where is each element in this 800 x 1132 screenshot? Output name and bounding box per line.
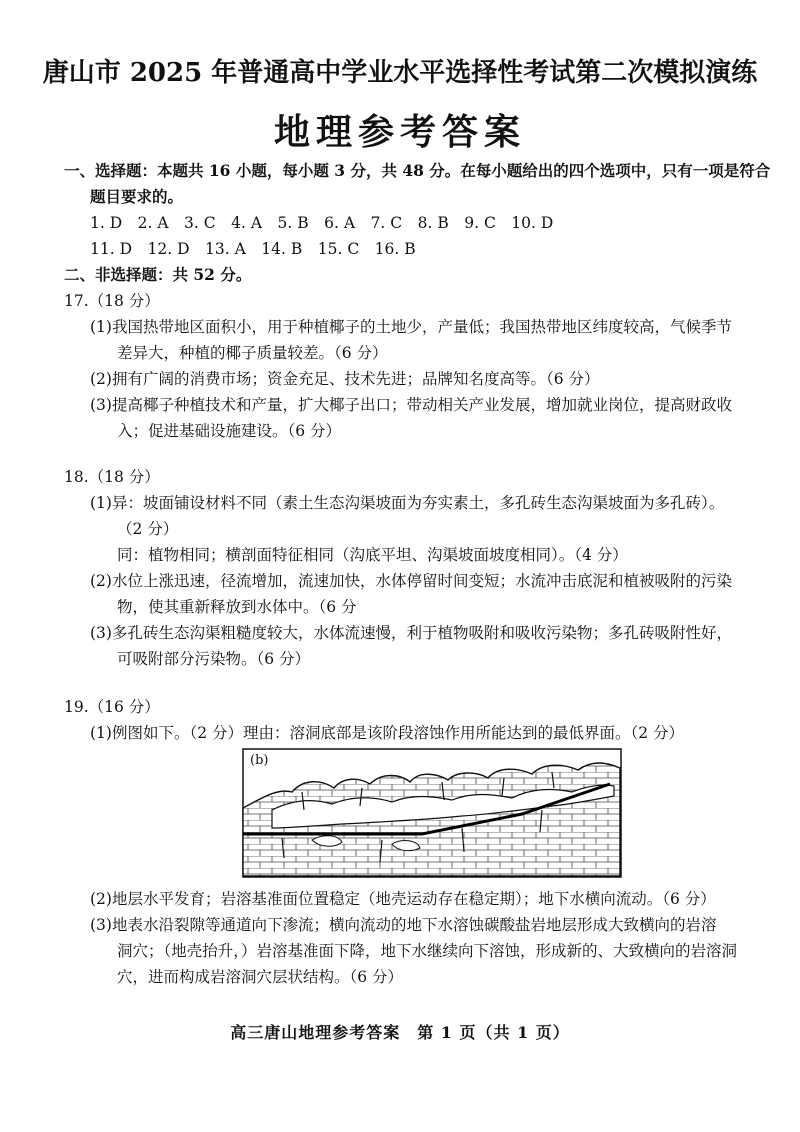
q19-answer1-line1: (1)例图如下。（2 分）理由：溶洞底部是该阶段溶蚀作用所能达到的最低界面。（2 分） [90, 724, 685, 742]
document-title: 唐山市 2025 年普通高中学业水平选择性考试第二次模拟演练 [42, 58, 758, 88]
karst-cave-diagram-svg [242, 748, 622, 878]
choice-answers-row1: 1. D 2. A 3. C 4. A 5. B 6. A 7. C 8. B 9. C 10. D [90, 214, 554, 232]
page-footer: 高三唐山地理参考答案 第 1 页（共 1 页） [230, 1023, 570, 1042]
karst-cave-diagram [242, 748, 622, 878]
q18-answer1-line2: （2 分） [117, 520, 179, 538]
q18-answer1-line3: 同：植物相同；横剖面特征相同（沟底平坦、沟渠坡面坡度相同）。（4 分） [117, 546, 628, 564]
q17-answer3-line2: 入；促进基础设施建设。（6 分） [117, 422, 342, 440]
q19-answer2-line1: (2)地层水平发育；岩溶基准面位置稳定（地壳运动存在稳定期）；地下水横向流动。（6 分） [90, 890, 716, 908]
q17-answer1-line1: (1)我国热带地区面积小，用于种植椰子的土地少，产量低；我国热带地区纬度较高，气候季节 [90, 318, 732, 336]
section1-heading-line2: 题目要求的。 [90, 187, 184, 206]
section1-heading-line1: 一、选择题：本题共 16 小题，每小题 3 分，共 48 分。在每小题给出的四个选项中，只有一项是符合 [64, 161, 771, 180]
q18-label: 18.（18 分） [64, 468, 160, 486]
q19-answer3-line3: 穴，进而构成岩溶洞穴层状结构。（6 分） [117, 968, 404, 986]
q18-answer2-line2: 物，使其重新释放到水体中。（6 分 [117, 598, 357, 616]
q18-answer3-line2: 可吸附部分污染物。（6 分） [117, 650, 311, 668]
section2-heading: 二、非选择题：共 52 分。 [64, 265, 252, 284]
q18-answer1-line1: (1)异：坡面铺设材料不同（素土生态沟渠坡面为夯实素土，多孔砖生态沟渠坡面为多孔砖）。 [90, 494, 725, 512]
figure-label: (b) [250, 753, 269, 768]
q18-answer2-line1: (2)水位上涨迅速，径流增加，流速加快，水体停留时间变短；水流冲击底泥和植被吸附的污染 [90, 572, 732, 590]
document-subtitle: 地理参考答案 [273, 111, 526, 153]
q18-answer3-line1: (3)多孔砖生态沟渠粗糙度较大，水体流速慢，利于植物吸附和吸收污染物；多孔砖吸附性好， [90, 624, 732, 642]
q17-answer3-line1: (3)提高椰子种植技术和产量，扩大椰子出口；带动相关产业发展，增加就业岗位，提高财政收 [90, 396, 732, 414]
q19-label: 19.（16 分） [64, 698, 160, 716]
q17-answer2-line1: (2)拥有广阔的消费市场；资金充足、技术先进；品牌知名度高等。（6 分） [90, 370, 600, 388]
q17-label: 17.（18 分） [64, 292, 160, 310]
q19-answer3-line1: (3)地表水沿裂隙等通道向下渗流；横向流动的地下水溶蚀碳酸盐岩地层形成大致横向的岩溶 [90, 916, 717, 934]
q17-answer1-line2: 差异大，种植的椰子质量较差。（6 分） [117, 344, 388, 362]
q19-answer3-line2: 洞穴；（地壳抬升，）岩溶基准面下降，地下水继续向下溶蚀，形成新的、大致横向的岩溶洞 [117, 942, 738, 960]
choice-answers-row2: 11. D 12. D 13. A 14. B 15. C 16. B [90, 240, 416, 258]
